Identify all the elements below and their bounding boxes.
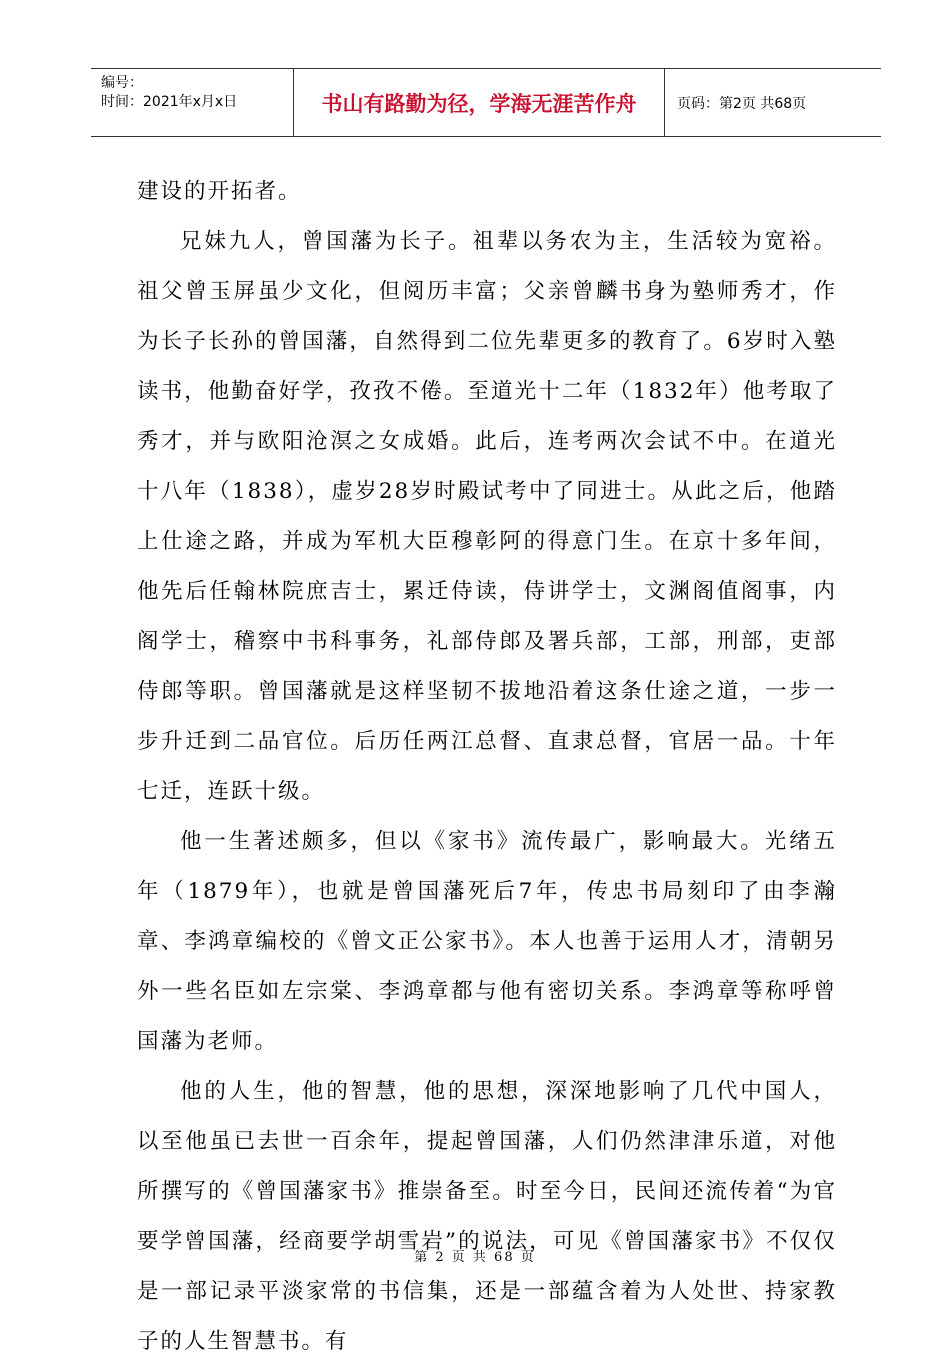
paragraph-continuation: 建设的开拓者。 — [137, 179, 302, 204]
header-meta — [91, 69, 293, 136]
page-header — [91, 68, 881, 137]
document-time-label: 时间：2021年x月x日 — [101, 94, 238, 110]
page-footer: 第 2 页 共 68 页 — [414, 1250, 536, 1265]
header-motto: 书山有路勤为径，学海无涯苦作舟 — [293, 69, 665, 136]
paragraph-legacy: 他的人生，他的智慧，他的思想，深深地影响了几代中国人，以至他虽已去世一百余年，提起曾国藩，人们仍然津津乐道，对他所撰写的《曾国藩家书》推崇备至。时至今日，民间还流传着“为官要学曾国藩，经商要学胡雪岩”的说法，可见《曾国藩家书》不仅仅是一部记录平淡家常的书信集，还是一部蕴含着为人处世、持家教子的人生智慧书。有 — [137, 1079, 837, 1354]
paragraph-early-life: 兄妹九人，曾国藩为长子。祖辈以务农为主，生活较为宽裕。祖父曾玉屏虽少文化，但阅历丰富；父亲曾麟书身为塾师秀才，作为长子长孙的曾国藩，自然得到二位先辈更多的教育了。6岁时入塾读书，他勤奋好学，孜孜不倦。至道光十二年（1832年）他考取了秀才，并与欧阳沧溟之女成婚。此后，连考两次会试不中。在道光十八年（1838），虚岁28岁时殿试考中了同进士。从此之后，他踏上仕途之路，并成为军机大臣穆彰阿的得意门生。在京十多年间，他先后任翰林院庶吉士，累迁侍读，侍讲学士，文渊阁值阁事，内阁学士，稽察中书科事务，礼部侍郎及署兵部，工部，刑部，吏部侍郎等职。曾国藩就是这样坚韧不拔地沿着这条仕途之道，一步一步升迁到二品官位。后历任两江总督、直隶总督，官居一品。十年七迁，连跃十级。 — [137, 229, 837, 804]
header-page-info: 页码：第2页 共68页 — [677, 95, 807, 112]
paragraph-writings: 他一生著述颇多，但以《家书》流传最广，影响最大。光绪五年（1879年），也就是曾国藩死后7年，传忠书局刻印了由李瀚章、李鸿章编校的《曾文正公家书》。本人也善于运用人才，清朝另外一些名臣如左宗棠、李鸿章都与他有密切关系。李鸿章等称呼曾国藩为老师。 — [137, 829, 837, 1054]
document-body — [137, 167, 837, 1367]
document-id-label: 编号： — [101, 75, 143, 91]
